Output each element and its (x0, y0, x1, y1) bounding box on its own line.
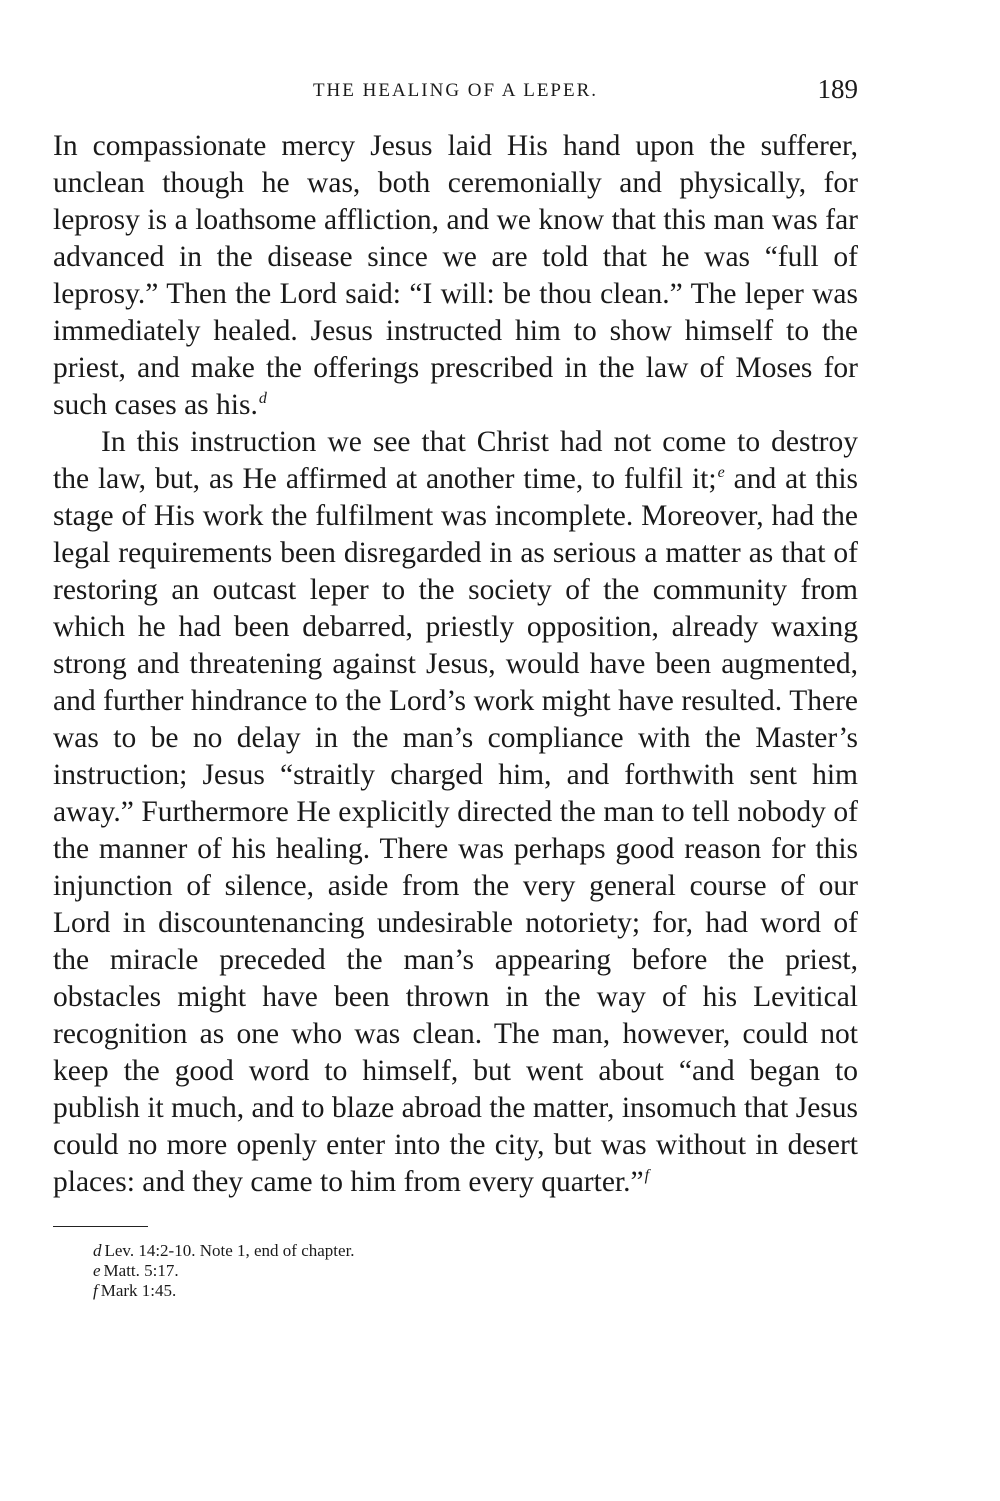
footnote (93, 1241, 858, 1261)
footnotes (53, 1241, 858, 1301)
footnote-ref: d (258, 390, 267, 408)
footnote-text: Matt. 5:17. (103, 1261, 179, 1280)
footnote-mark: f (93, 1281, 98, 1300)
footnote (93, 1281, 858, 1301)
paragraph-text: and at this stage of His work the fulfilment was incomplete. Moreover, had the legal requirements been disregarded in as serious a matter as that of restoring an outcast leper to the society of the community from which he had been debarred, priestly opposition, already waxing strong and threatening against Jesus, would have been augmented, and further hindrance to the Lord’s work might have resulted. There was to be no delay in the man’s compliance with the Master’s instruction; Jesus “straitly charged him, and forthwith sent him away.” Furthermore He explicitly directed the man to tell nobody of the manner of his healing. There was perhaps good reason for this injunction of silence, aside from the very general course of our Lord in discountenancing undesirable notoriety; for, had word of the miracle preceded the man’s appearing before the priest, obstacles might have been thrown in the way of his Levitical recognition as one who was clean. The man, however, could not keep the good word to himself, but went about “and began to publish it much, and to blaze abroad the matter, insomuch that Jesus could no more openly enter into the city, but was without in desert places: and they came to him from every quarter.” (53, 463, 858, 1198)
book-page (53, 70, 858, 1301)
paragraph (53, 424, 858, 1201)
body-text (53, 128, 858, 1201)
footnote-text: Lev. 14:2-10. Note 1, end of chapter. (104, 1241, 355, 1260)
footnote-text: Mark 1:45. (100, 1281, 177, 1300)
paragraph-text: In this instruction we see that Christ had not come to destroy the law, but, as He affirmed at another time, to fulfil it; (53, 426, 858, 495)
running-title: THE HEALING OF A LEPER. (312, 80, 599, 101)
footnote-ref: f (644, 1167, 650, 1185)
footnote (93, 1261, 858, 1281)
footnote-mark: d (93, 1241, 102, 1260)
footnote-mark: e (93, 1261, 101, 1280)
footnote-divider (53, 1226, 148, 1227)
page-number: 189 (817, 74, 858, 104)
paragraph-text: In compassionate mercy Jesus laid His hand upon the sufferer, unclean though he was, both ceremonially and physically, for leprosy is a loathsome affliction, and we know that this man was far advanced in the disease since we are told that he was “full of leprosy.” Then the Lord said: “I will: be thou clean.” The leper was immediately healed. Jesus instructed him to show himself to the priest, and make the offerings prescribed in the law of Moses for such cases as his. (53, 130, 858, 421)
page-header (53, 70, 858, 114)
paragraph (53, 128, 858, 424)
footnote-ref: e (717, 464, 725, 482)
